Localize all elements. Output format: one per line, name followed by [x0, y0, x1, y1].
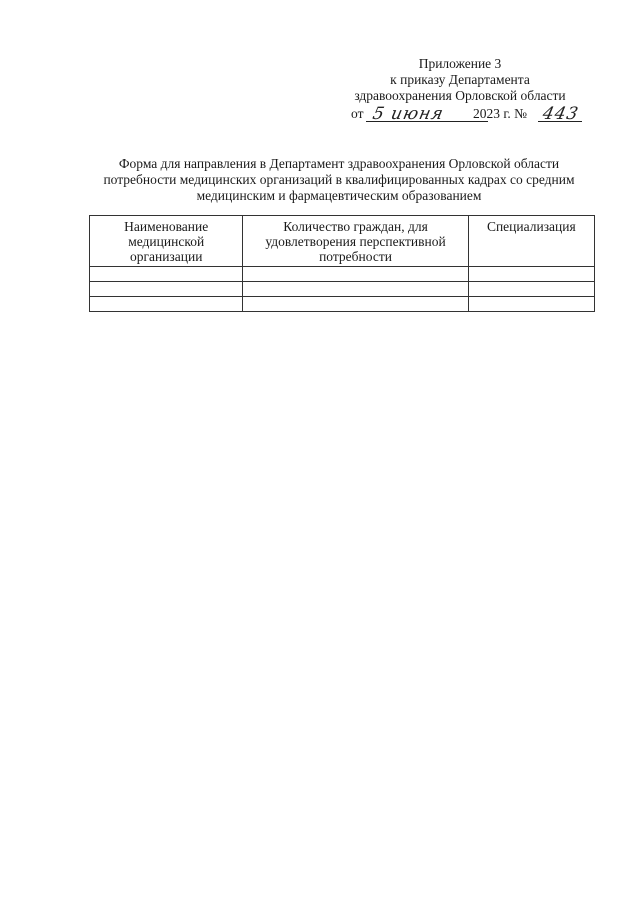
order-reference: к приказу Департамента: [390, 72, 530, 87]
handwritten-number: 443: [540, 104, 581, 124]
table-row: [90, 282, 595, 297]
form-table: [89, 215, 595, 312]
table-row: [90, 297, 595, 312]
table-cell: [243, 297, 468, 312]
form-title: [86, 156, 592, 204]
form-title-line-1: Форма для направления в Департамент здравоохранения Орловской области: [118, 156, 560, 171]
table-cell: [243, 282, 468, 297]
appendix-label: Приложение 3: [418, 56, 502, 71]
table-cell: [90, 297, 243, 312]
column-header-organization: Наименование медицинской организации: [90, 216, 243, 267]
order-date-line: [351, 104, 591, 124]
table-cell: [468, 282, 594, 297]
handwritten-date: 5 июня: [370, 104, 446, 124]
form-title-line-2: потребности медицинских организаций в квалифицированных кадрах со средним: [103, 172, 575, 187]
table-header-row: [90, 216, 595, 267]
table-cell: [90, 267, 243, 282]
table-cell: [468, 297, 594, 312]
table-row: [90, 267, 595, 282]
year-and-number-label: 2023 г. №: [473, 106, 528, 121]
appendix-header: [340, 56, 580, 104]
column-header-count: Количество граждан, для удовлетворения перспективной потребности: [243, 216, 468, 267]
column-header-specialization: Специализация: [468, 216, 594, 267]
department-name: здравоохранения Орловской области: [354, 88, 566, 103]
table-cell: [90, 282, 243, 297]
date-prefix: от: [351, 106, 364, 121]
table-cell: [468, 267, 594, 282]
form-title-line-3: медицинским и фармацевтическим образованием: [196, 188, 482, 203]
table-cell: [243, 267, 468, 282]
